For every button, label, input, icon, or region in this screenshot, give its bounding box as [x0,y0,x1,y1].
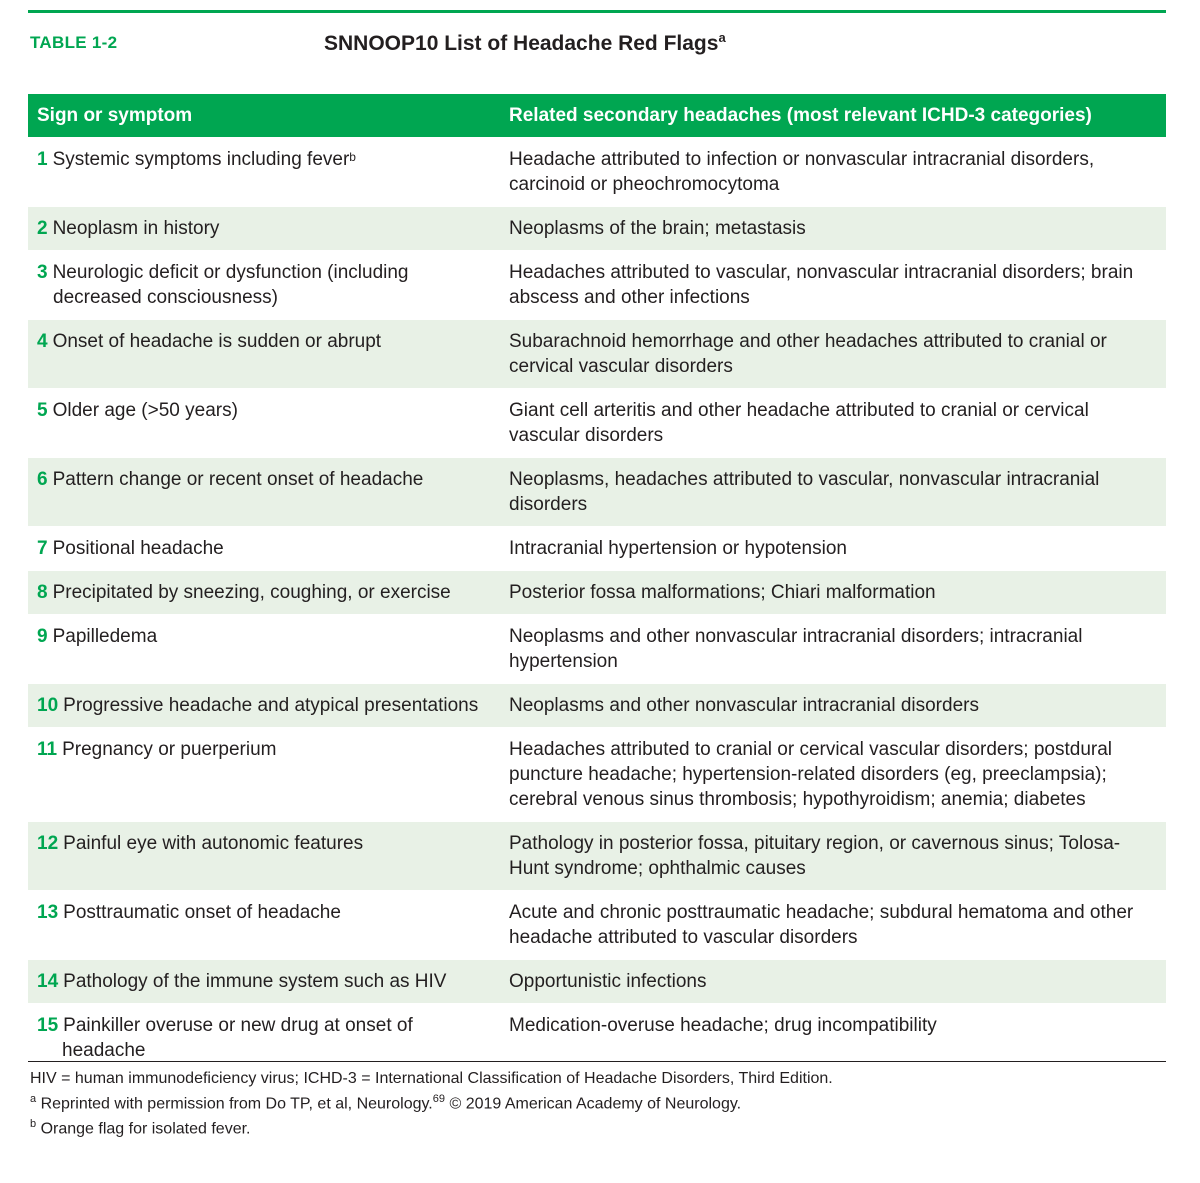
row-number: 2 [37,218,48,239]
table-row [28,526,1166,570]
table-row [28,250,1166,319]
sign-label: Pregnancy or puerperium [62,739,277,760]
sign-label: Painful eye with autonomic features [63,833,364,854]
sign-label: Neurologic deficit or dysfunction (including decreased consciousness) [52,262,409,308]
table-row [28,683,1166,727]
table-row [28,890,1166,959]
sign-text [37,624,500,649]
bottom-rule [28,1061,1166,1062]
table-row [28,457,1166,526]
related-cell: Neoplasms and other nonvascular intracranial disorders; intracranial hypertension [509,626,1083,672]
row-number: 8 [37,582,48,603]
footnote-mark: b [349,150,356,164]
related-cell: Acute and chronic posttraumatic headache; subdural hematoma and other headache attributed to vascular disorders [509,902,1134,948]
sign-text [37,147,500,172]
sign-cell [28,615,500,683]
related-cell: Neoplasms of the brain; metastasis [509,218,806,239]
row-number: 9 [37,626,48,647]
table-row [28,614,1166,683]
footnote-b-mark: b [30,1118,37,1131]
table-label: TABLE 1-2 [30,33,118,52]
sign-text [37,398,500,423]
row-number: 10 [37,695,59,716]
related-cell: Medication-overuse headache; drug incompatibility [509,1015,937,1036]
related-cell: Neoplasms and other nonvascular intracranial disorders [509,695,979,716]
sign-label: Precipitated by sneezing, coughing, or exercise [52,582,451,603]
sign-cell [28,571,500,614]
sign-text [37,969,500,994]
sign-text [37,693,500,718]
footnote-a-copyright: © 2019 American Academy of Neurology. [449,1095,742,1113]
sign-text [37,467,500,492]
related-cell: Giant cell arteritis and other headache attributed to cranial or cervical vascular disorders [509,400,1089,446]
sign-label: Positional headache [52,538,224,559]
sign-cell [28,389,500,457]
related-cell: Opportunistic infections [509,971,707,992]
sign-text [37,900,500,925]
sign-text [37,580,500,605]
row-number: 12 [37,833,59,854]
footnote-a-mark: a [30,1093,37,1105]
sign-text [37,737,500,762]
sign-label: Pathology of the immune system such as HIV [63,971,447,992]
sign-text [37,216,500,241]
table-header-row [28,94,1166,137]
row-number: 6 [37,469,48,490]
row-number: 15 [37,1015,59,1036]
footnote-abbreviations: HIV = human immunodeficiency virus; ICHD-3 = International Classification of Headache Disorders, Third Edition. [30,1070,833,1087]
related-cell: Subarachnoid hemorrhage and other headaches attributed to cranial or cervical vascular disorders [509,331,1107,377]
sign-text [37,1013,500,1063]
sign-text [37,536,500,561]
sign-label: Papilledema [52,626,158,647]
row-number: 13 [37,902,59,923]
row-number: 11 [37,739,58,760]
table-row [28,206,1166,250]
row-number: 5 [37,400,48,421]
row-number: 4 [37,331,48,352]
table-row [28,319,1166,388]
sign-text [37,260,500,310]
related-cell: Pathology in posterior fossa, pituitary region, or cavernous sinus; Tolosa-Hunt syndrome; ophthalmic causes [509,833,1121,879]
table-row [28,388,1166,457]
row-number: 14 [37,971,59,992]
sign-label: Neoplasm in history [52,218,220,239]
sign-text [37,831,500,856]
related-cell: Headaches attributed to cranial or cervical vascular disorders; postdural puncture headache; hypertension-related disorders (eg, preeclampsia); cerebral venous sinus thrombosis; hypothyroidism; anemia; diabetes [509,739,1113,810]
table-title [324,30,726,56]
sign-cell [28,527,500,570]
related-cell: Neoplasms, headaches attributed to vascular, nonvascular intracranial disorders [509,469,1100,515]
related-cell: Headache attributed to infection or nonvascular intracranial disorders, carcinoid or pheochromocytoma [509,149,1095,195]
table-title-text: SNNOOP10 List of Headache Red Flags [324,32,719,55]
row-number: 1 [37,149,48,170]
red-flags-table [28,94,1166,1072]
row-number: 3 [37,262,48,283]
sign-label: Progressive headache and atypical presentations [63,695,479,716]
table-row [28,727,1166,821]
table-row [28,570,1166,614]
table-row [28,959,1166,1003]
footnote-b-text: Orange flag for isolated fever. [40,1120,251,1138]
footnote-b [30,1114,833,1139]
sign-label: Onset of headache is sudden or abrupt [52,331,382,352]
related-cell: Intracranial hypertension or hypotension [509,538,847,559]
sign-cell [28,207,500,250]
table-row [28,821,1166,890]
column-header-sign: Sign or symptom [37,104,193,126]
row-number: 7 [37,538,48,559]
sign-cell [28,728,500,821]
sign-label: Posttraumatic onset of headache [63,902,341,923]
sign-cell [28,960,500,1003]
table-footnotes [30,1068,833,1140]
sign-cell [28,138,500,206]
table-body [28,137,1166,1072]
footnote-a-text: Reprinted with permission from Do TP, et al, Neurology. [40,1095,433,1113]
sign-label: Pattern change or recent onset of headache [52,469,424,490]
sign-label: Painkiller overuse or new drug at onset of headache [62,1015,413,1061]
sign-text [37,329,500,354]
sign-cell [28,891,500,959]
footnote-a [30,1089,833,1114]
sign-cell [28,320,500,388]
footnote-a-ref: 69 [432,1093,445,1105]
table-row [28,137,1166,206]
sign-label: Systemic symptoms including fever [52,149,350,170]
related-cell: Headaches attributed to vascular, nonvascular intracranial disorders; brain abscess and other infections [509,262,1134,308]
related-cell: Posterior fossa malformations; Chiari malformation [509,582,936,603]
column-header-related: Related secondary headaches (most relevant ICHD-3 categories) [509,104,1092,126]
sign-cell [28,458,500,526]
title-footnote-mark: a [718,30,726,45]
sign-cell [28,822,500,890]
top-rule [28,10,1166,13]
sign-cell [28,684,500,727]
sign-cell [28,251,500,319]
sign-label: Older age (>50 years) [52,400,238,421]
